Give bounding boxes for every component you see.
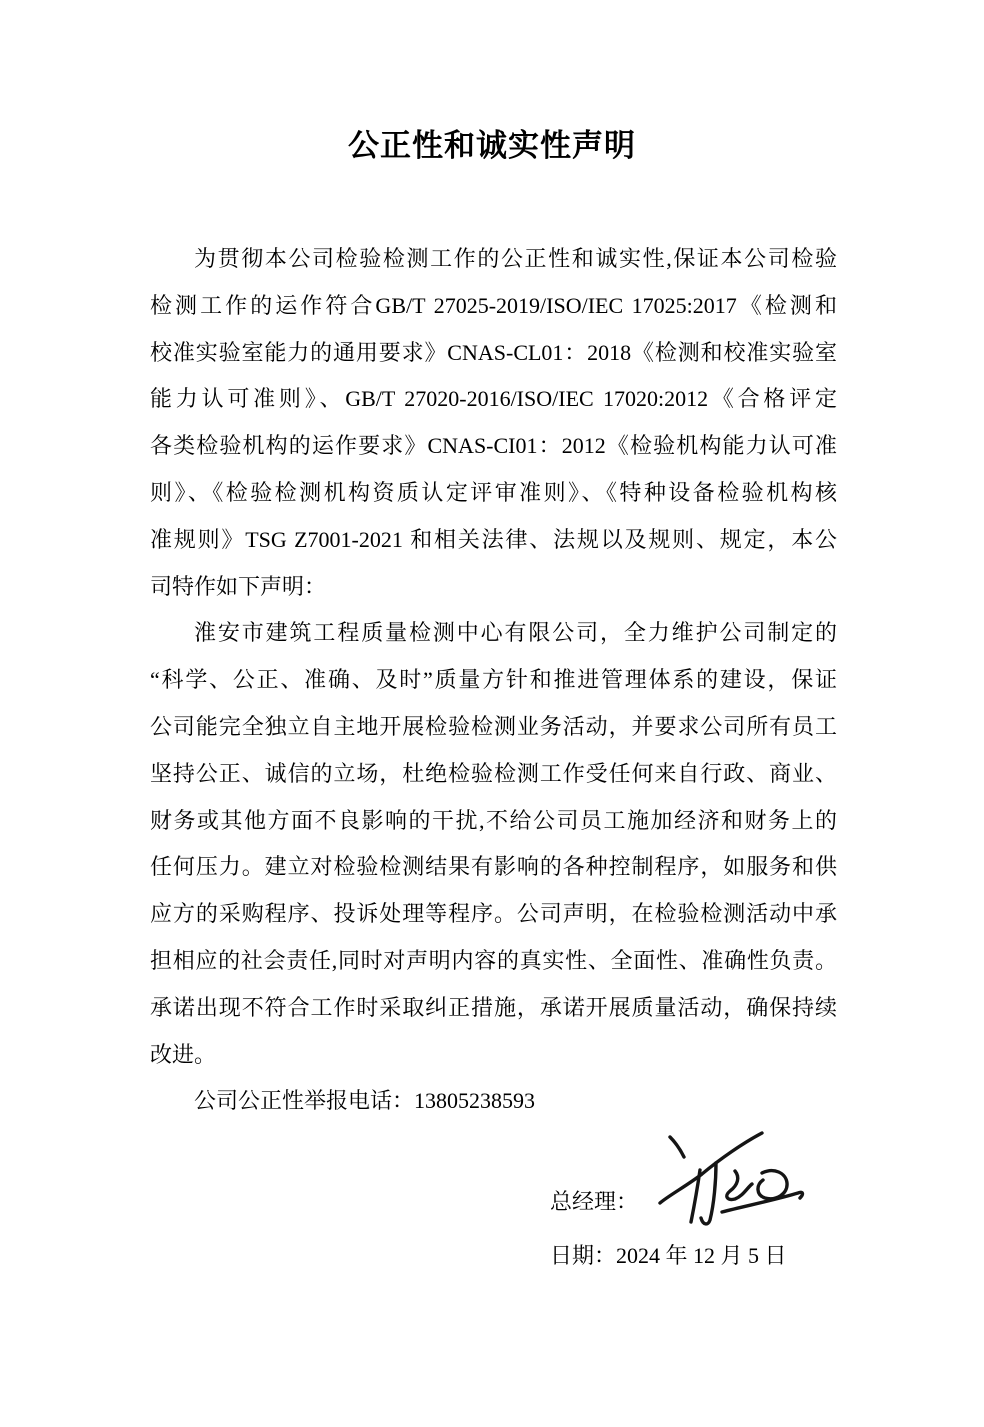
paragraph2-line: 公司能完全独立自主地开展检验检测业务活动，并要求公司所有员工 [150, 713, 837, 739]
paragraph1-line: 则》、《检验检测机构资质认定评审准则》、《特种设备检验机构核 [150, 479, 837, 505]
paragraph1-line: 司特作如下声明： [150, 573, 327, 599]
general-manager-label: 总经理： [550, 1189, 639, 1215]
paragraph2-line: “科学、公正、准确、及时”质量方针和推进管理体系的建设，保证 [150, 667, 837, 693]
document-body [150, 236, 837, 1279]
paragraph2-line: 改进。 [150, 1041, 217, 1067]
paragraph2-line: 担相应的社会责任,同时对声明内容的真实性、全面性、准确性负责。 [150, 947, 837, 973]
signature-row [550, 1178, 837, 1225]
handwritten-signature-icon [650, 1130, 815, 1232]
document-title: 公正性和诚实性声明 [348, 128, 636, 163]
paragraph2-line: 坚持公正、诚信的立场，杜绝检验检测工作受任何来自行政、商业、 [150, 760, 837, 786]
paragraph1-line: 为贯彻本公司检验检测工作的公正性和诚实性,保证本公司检验 [194, 246, 837, 271]
paragraph1-line: 能力认可准则》、GB/T 27020-2016/ISO/IEC 17020:2012《合格评定 [150, 386, 837, 412]
impartiality-hotline-line: 公司公正性举报电话：13805238593 [194, 1088, 536, 1114]
paragraph1-line: 校准实验室能力的通用要求》CNAS-CL01：2018《检测和校准实验室 [150, 339, 837, 365]
paragraph2-line: 承诺出现不符合工作时采取纠正措施，承诺开展质量活动，确保持续 [150, 994, 837, 1020]
paragraph1-line: 各类检验机构的运作要求》CNAS-CI01：2012《检验机构能力认可准 [150, 433, 837, 459]
paragraph1-line: 准规则》TSG Z7001-2021 和相关法律、法规以及规则、规定，本公 [150, 526, 837, 552]
date-line: 日期：2024 年 12 月 5 日 [550, 1243, 787, 1269]
paragraph2-line: 任何压力。建立对检验检测结果有影响的各种控制程序，如服务和供 [150, 854, 837, 880]
paragraph2-line: 财务或其他方面不良影响的干扰,不给公司员工施加经济和财务上的 [150, 807, 837, 833]
paragraph1-line: 检测工作的运作符合GB/T 27025-2019/ISO/IEC 17025:2017《检测和 [150, 292, 837, 318]
paragraph2-line: 淮安市建筑工程质量检测中心有限公司，全力维护公司制定的 [194, 620, 837, 646]
paragraph2-line: 应方的采购程序、投诉处理等程序。公司声明，在检验检测活动中承 [150, 901, 837, 927]
